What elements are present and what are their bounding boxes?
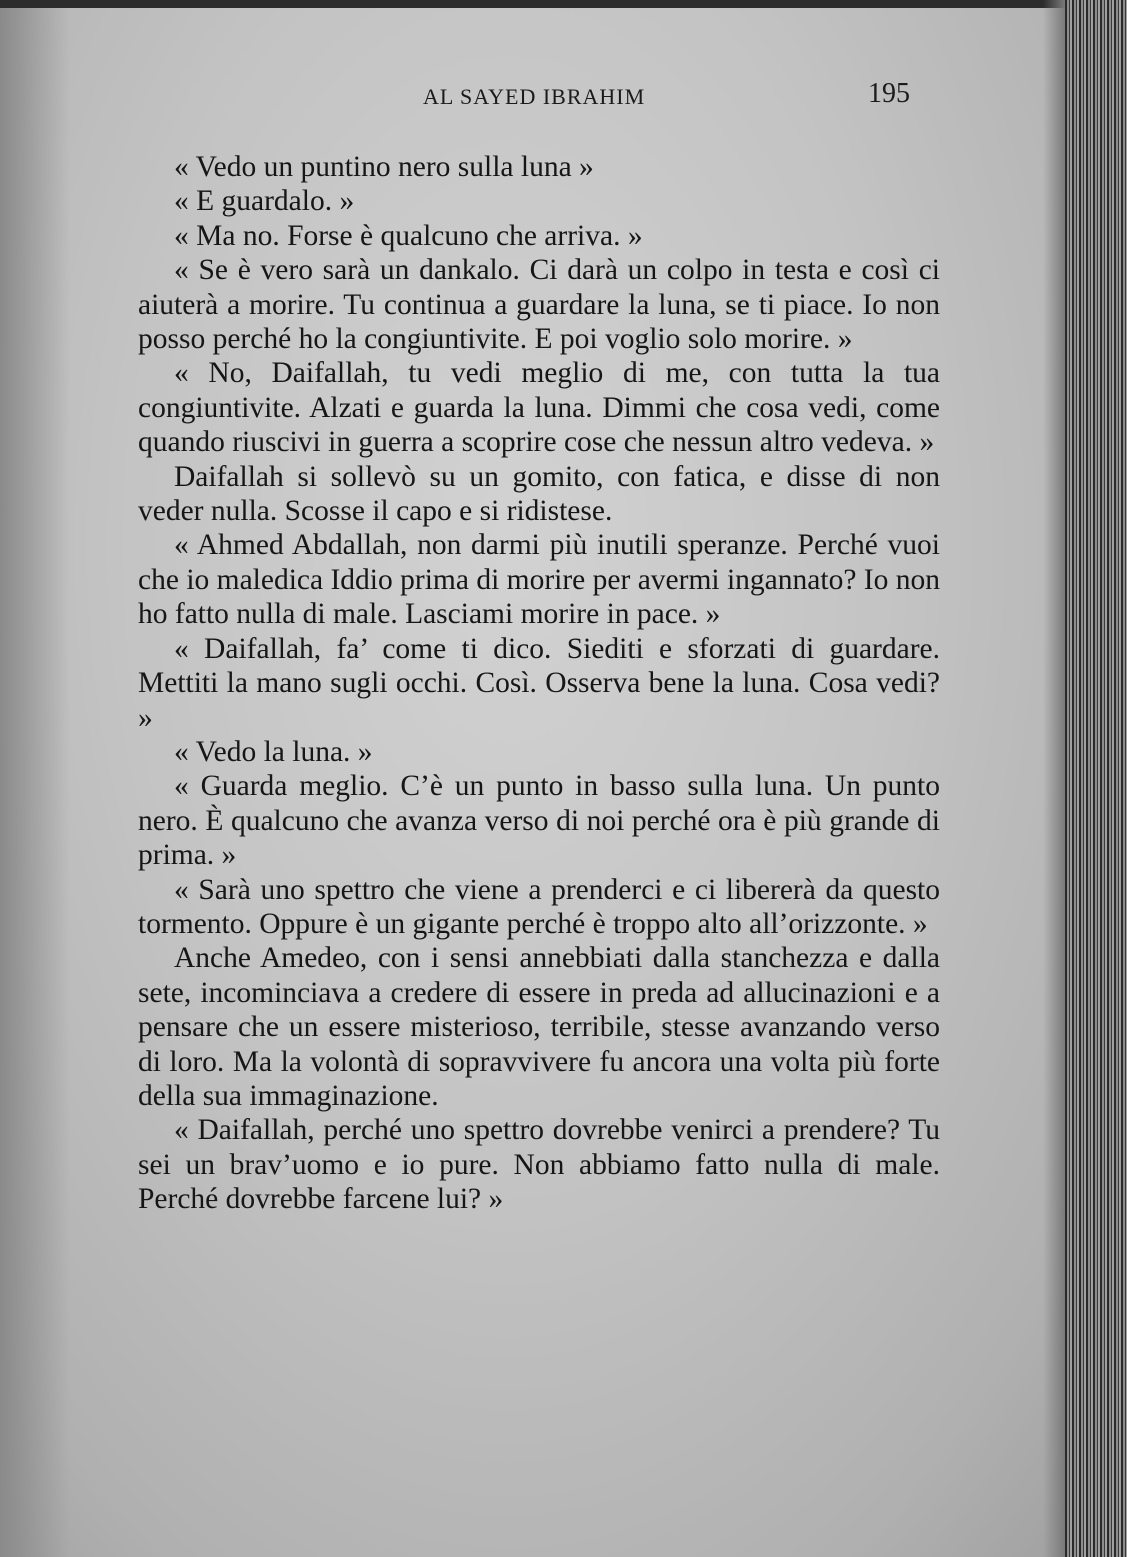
paragraph: « Se è vero sarà un dankalo. Ci darà un colpo in testa e così ci aiuterà a morire. Tu continua a guardare la luna, se ti piace. Io non posso perché ho la congiuntivite. E poi voglio solo morire. »: [138, 254, 940, 356]
paragraph: « Vedo un puntino nero sulla luna »: [174, 151, 594, 183]
paragraph: « Guarda meglio. C’è un punto in basso sulla luna. Un punto nero. È qualcuno che avanza verso di noi perché ora è più grande di prima. »: [138, 770, 940, 872]
page-top-edge: [0, 0, 1127, 8]
page-number: 195: [868, 78, 910, 109]
page-header: [138, 78, 958, 118]
paragraph: Anche Amedeo, con i sensi annebbiati dalla stanchezza e dalla sete, incominciava a credere di essere in preda ad allucinazioni e a pensare che un essere misterioso, terribile, stesse avanzando verso di loro. Ma la volontà di sopravvivere fu ancora una volta più forte della sua immaginazione.: [138, 942, 940, 1112]
page-left-shadow: [0, 0, 70, 1557]
paragraph: « Sarà uno spettro che viene a prenderci e ci libererà da questo tormento. Oppure è un gigante perché è troppo alto all’orizzonte. »: [138, 873, 940, 940]
paragraph: « E guardalo. »: [174, 185, 355, 218]
paragraph: « Daifallah, perché uno spettro dovrebbe venirci a prendere? Tu sei un brav’uomo e io pure. Non abbiamo fatto nulla di male. Perché dovrebbe farcene lui? »: [138, 1114, 940, 1216]
paragraph: « Ma no. Forse è qualcuno che arriva. »: [174, 219, 643, 252]
paragraph: « Daifallah, fa’ come ti dico. Siediti e sforzati di guardare. Mettiti la mano sugli occhi. Così. Osserva bene la luna. Cosa vedi? »: [138, 632, 940, 734]
paragraph: « Ahmed Abdallah, non darmi più inutili speranze. Perché vuoi che io maledica Iddio prima di morire per avermi ingannato? Io non ho fatto nulla di male. Lasciami morire in pace. »: [138, 529, 940, 631]
running-head: AL SAYED IBRAHIM: [423, 84, 646, 109]
body-text: [138, 150, 940, 1217]
paragraph: « No, Daifallah, tu vedi meglio di me, con tutta la tua congiuntivite. Alzati e guarda la luna. Dimmi che cosa vedi, come quando riuscivi in guerra a scoprire cose che nessun altro vedeva. »: [138, 357, 940, 459]
gutter-shadow: [1043, 0, 1065, 1557]
paragraph: Daifallah si sollevò su un gomito, con fatica, e disse di non veder nulla. Scosse il capo e si ridistese.: [138, 460, 940, 528]
book-spine-edge: [1065, 0, 1127, 1557]
paragraph: « Vedo la luna. »: [174, 735, 373, 768]
